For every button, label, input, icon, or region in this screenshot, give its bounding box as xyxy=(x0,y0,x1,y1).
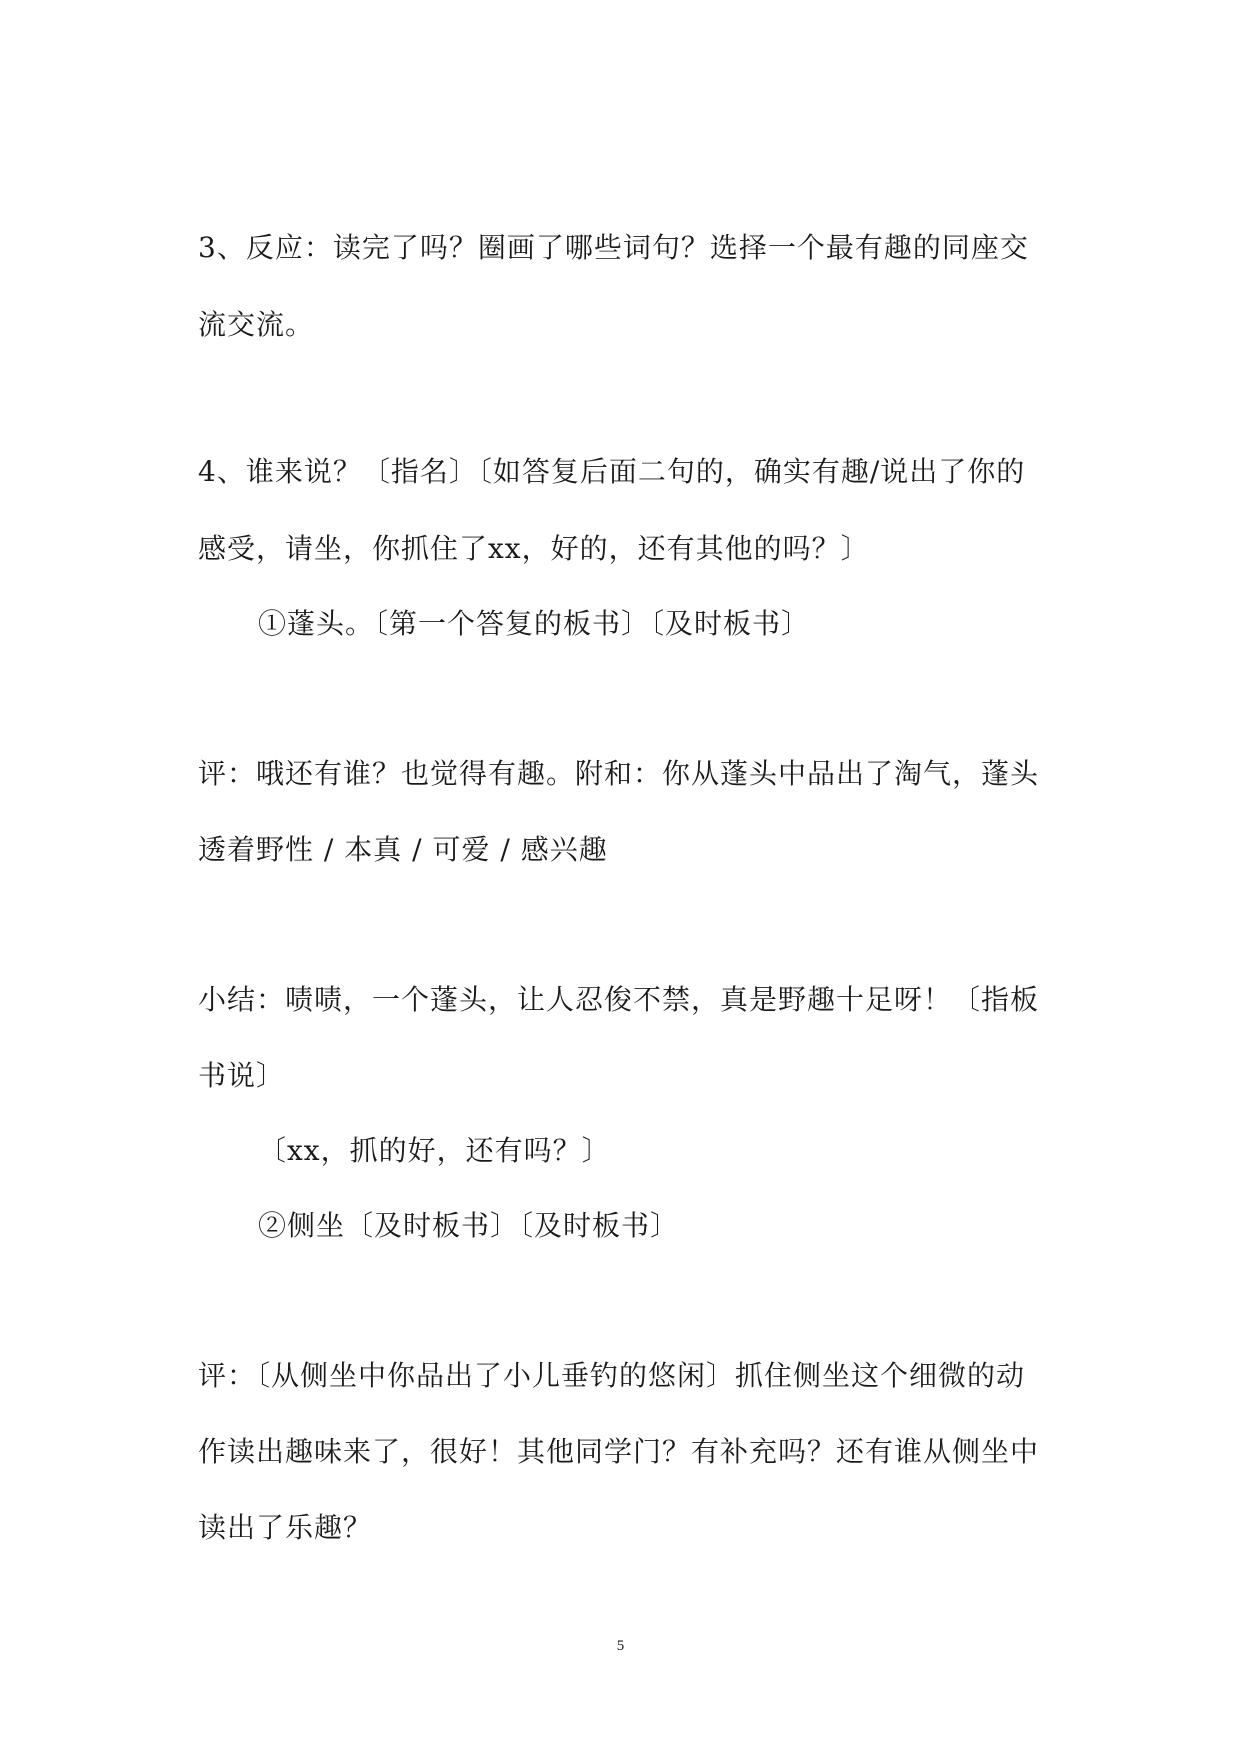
text-line: 4、谁来说？〔指名〕〔如答复后面二句的，确实有趣/说出了你的 xyxy=(198,455,1026,488)
text-line: ②侧坐〔及时板书〕〔及时板书〕 xyxy=(258,1209,680,1242)
text-line: 读出了乐趣？ xyxy=(198,1511,373,1544)
text-line: 评：哦还有谁？也觉得有趣。附和：你从蓬头中品出了淘气，蓬头 xyxy=(198,757,1040,790)
text-line: 流交流。 xyxy=(198,308,315,341)
text-line: 小结：啧啧，一个蓬头，让人忍俊不禁，真是野趣十足呀！〔指板 xyxy=(198,983,1040,1016)
text-line: 3、反应：读完了吗？圈画了哪些词句？选择一个最有趣的同座交 xyxy=(198,231,1029,264)
text-line: 作读出趣味来了，很好！其他同学门？有补充吗？还有谁从侧坐中 xyxy=(198,1435,1040,1468)
text-line: 书说〕 xyxy=(198,1059,286,1092)
text-line: 评：〔从侧坐中你品出了小儿垂钓的悠闲〕抓住侧坐这个细微的动 xyxy=(198,1359,1026,1392)
page-number: 5 xyxy=(616,1638,625,1654)
text-line: ①蓬头。〔第一个答复的板书〕〔及时板书〕 xyxy=(258,607,811,640)
text-line: 感受，请坐，你抓住了xx，好的，还有其他的吗？〕 xyxy=(198,532,870,565)
text-line: 〔xx，抓的好，还有吗？〕 xyxy=(258,1134,611,1167)
text-line: 透着野性 / 本真 / 可爱 / 感兴趣 xyxy=(198,833,608,866)
